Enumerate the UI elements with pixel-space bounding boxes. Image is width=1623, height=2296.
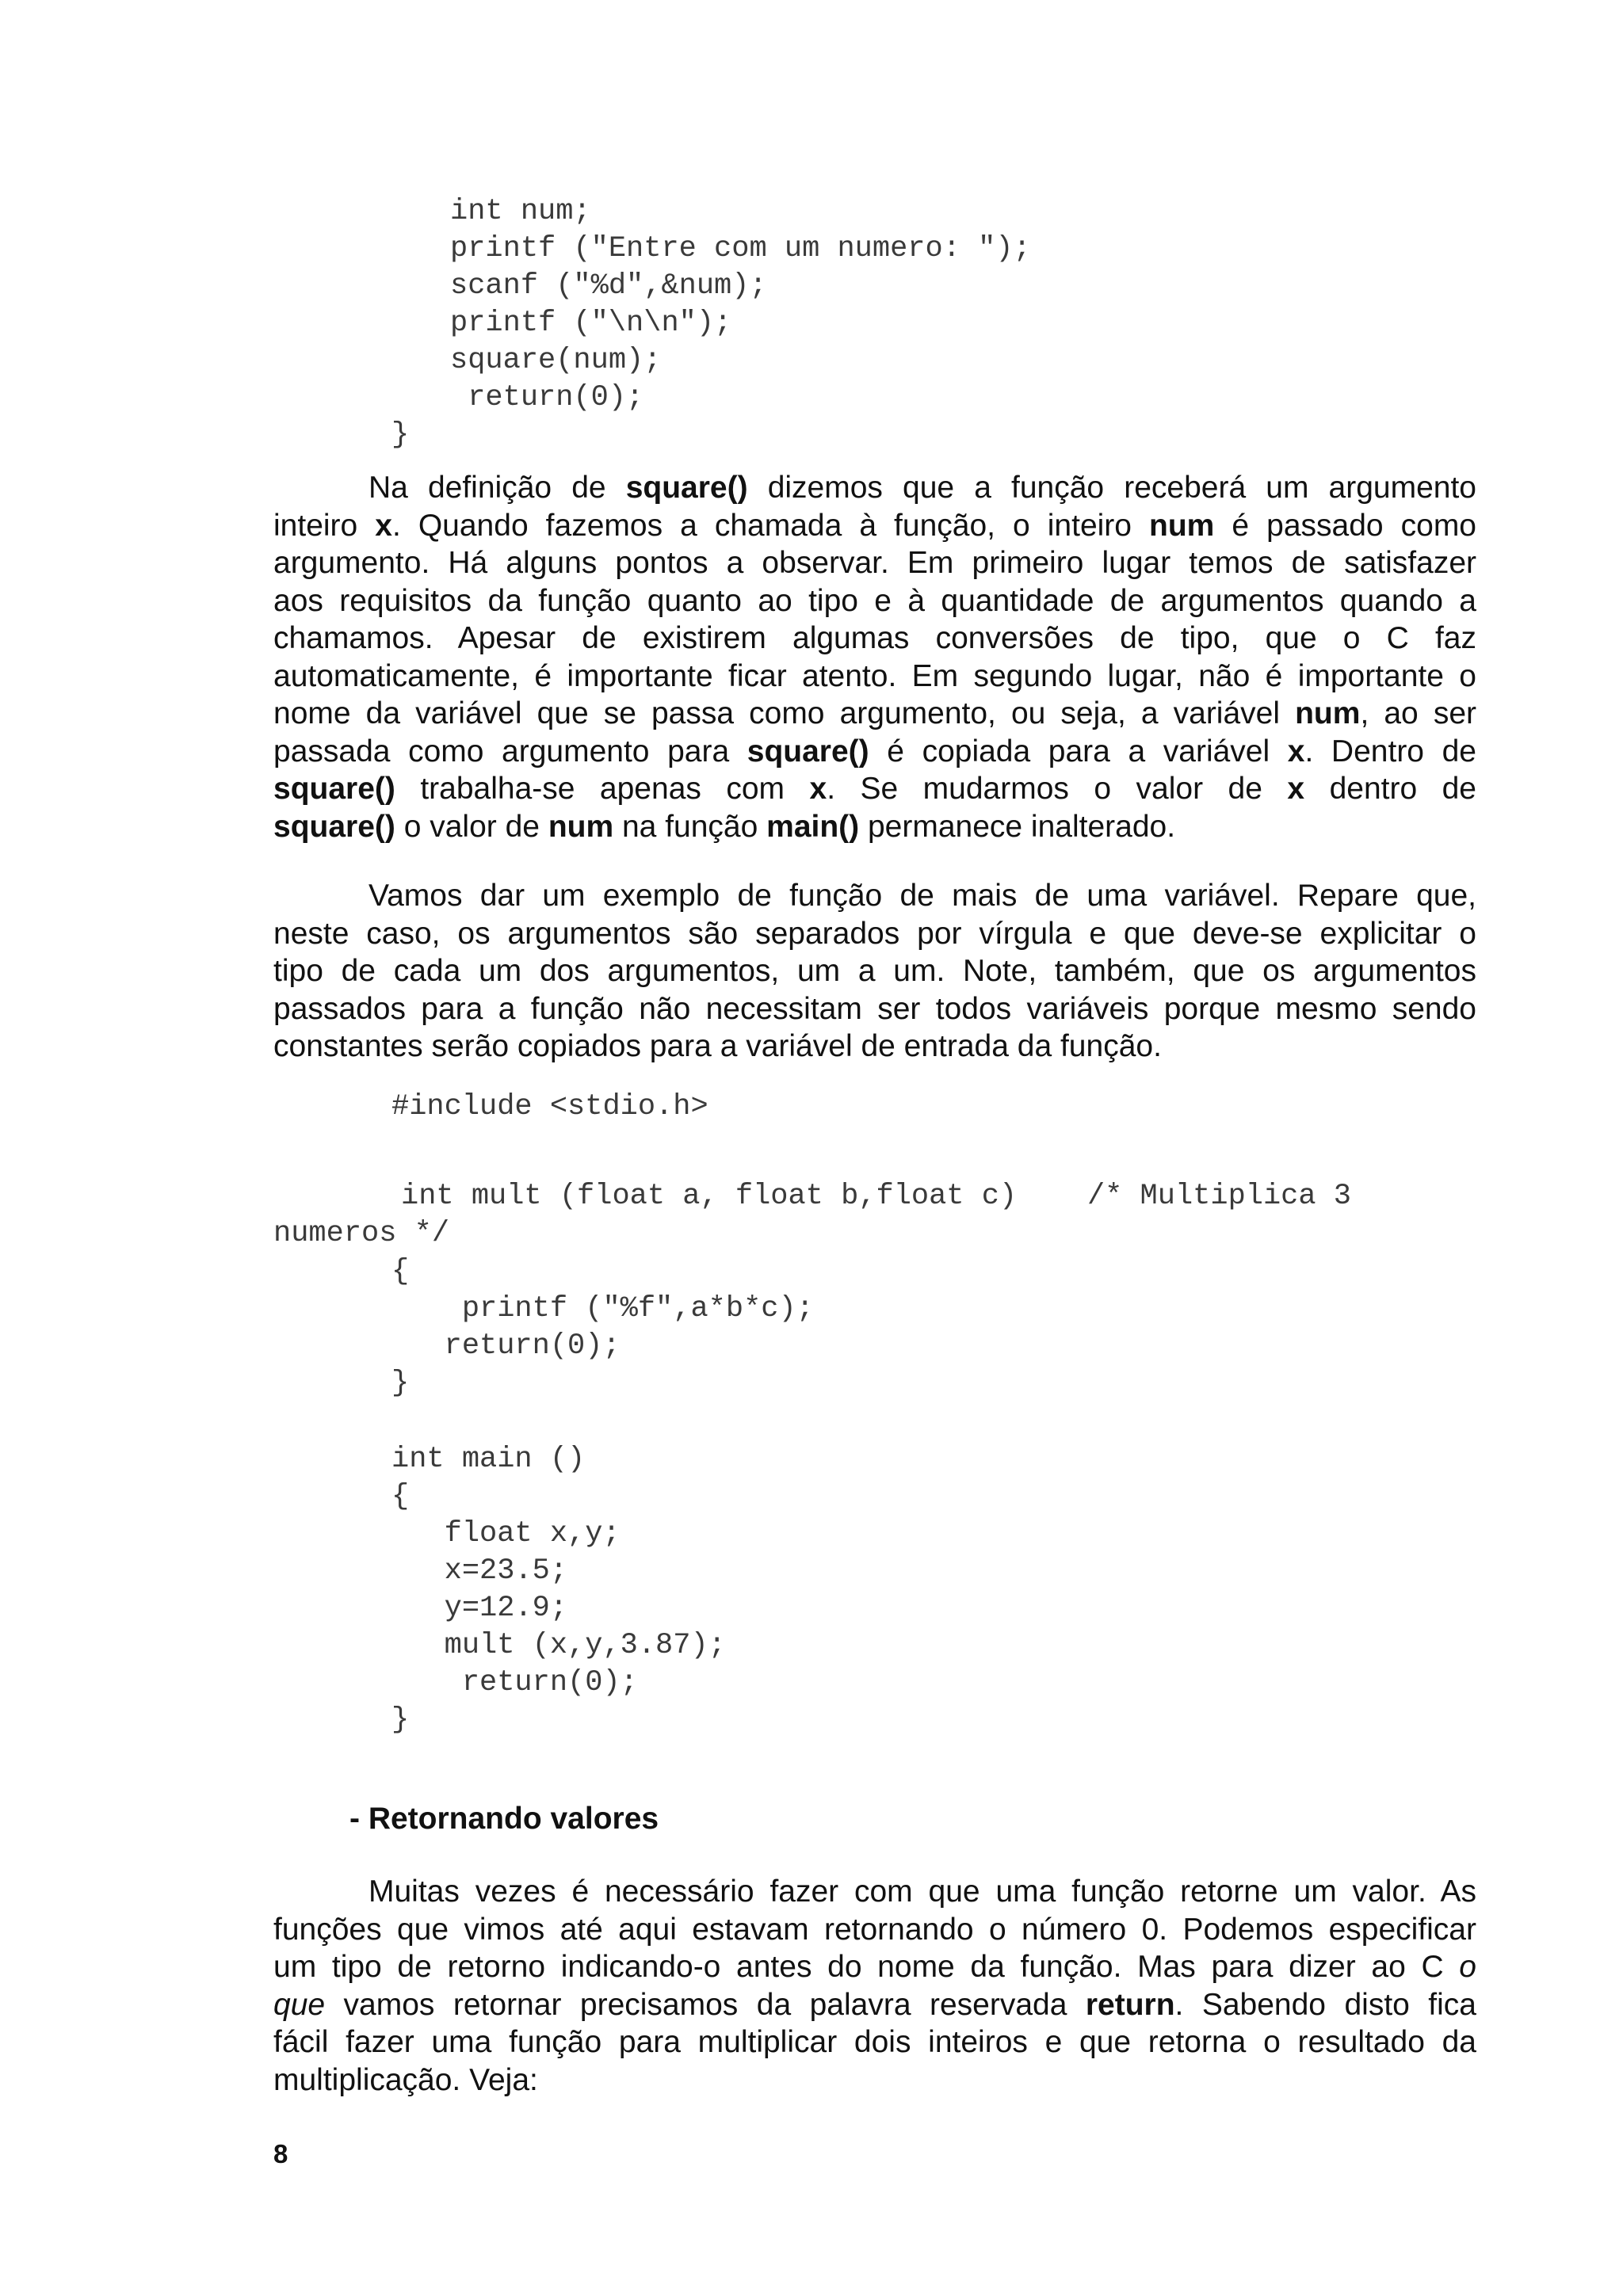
code-line: { bbox=[391, 1255, 410, 1288]
code-line: } bbox=[391, 1367, 410, 1400]
code-mult-signature: int mult (float a, float b,float c) /* Multiplica 3 bbox=[401, 1180, 1351, 1213]
section-heading-retornando-valores: - Retornando valores bbox=[349, 1802, 659, 1836]
code-line: return(0); bbox=[450, 381, 644, 414]
code-line: float x,y; bbox=[391, 1517, 621, 1550]
code-line: int num; bbox=[450, 195, 591, 228]
page-number: 8 bbox=[273, 2139, 288, 2168]
code-line: return(0); bbox=[391, 1666, 638, 1699]
code-line: printf ("Entre com um numero: "); bbox=[450, 232, 1031, 265]
code-mult-body bbox=[391, 1253, 814, 1402]
paragraph-square-definition: Na definição de square() dizemos que a função receberá um argumento inteiro x. Quando fazemos a chamada à função, o inteiro num é passado como argumento. Há alguns pontos a observar. Em primeiro lugar temos de satisfazer aos requisitos da função quanto ao tipo e à quantidade de argumentos quando a chamamos. Apesar de existirem algumas conversões de tipo, que o C faz automaticamente, é importante ficar atento. Em segundo lugar, não é importante o nome da variável que se passa como argumento, ou seja, a variável num, ao ser passada como argumento para square() é copiada para a variável x. Dentro de square() trabalha-se apenas com x. Se mudarmos o valor de x dentro de square() o valor de num na função main() permanece inalterado. bbox=[273, 471, 1477, 844]
code-closing-brace: } bbox=[391, 418, 410, 452]
code-line: scanf ("%d",&num); bbox=[450, 269, 767, 303]
code-line: x=23.5; bbox=[391, 1554, 568, 1588]
code-line: square(num); bbox=[450, 344, 662, 377]
code-line: } bbox=[391, 1703, 410, 1737]
code-main-function bbox=[391, 1441, 726, 1739]
paragraph-multi-variable: Vamos dar um exemplo de função de mais de uma variável. Repare que, neste caso, os argumentos são separados por vírgula e que deve-se explicitar o tipo de cada um dos argumentos, um a um. Note, também, que os argumentos passados para a função não necessitam ser todos variáveis porque mesmo sendo constantes serão copiados para a variável de entrada da função. bbox=[273, 879, 1476, 1063]
code-mult-comment-wrap: numeros */ bbox=[273, 1217, 450, 1250]
code-line: mult (x,y,3.87); bbox=[391, 1629, 726, 1662]
code-block-main-body bbox=[450, 193, 1031, 417]
code-line: printf ("%f",a*b*c); bbox=[391, 1292, 814, 1325]
code-line: printf ("\n\n"); bbox=[450, 307, 732, 340]
code-line: y=12.9; bbox=[391, 1592, 568, 1625]
code-include-line: #include <stdio.h> bbox=[391, 1090, 708, 1123]
paragraph-return-values: Muitas vezes é necessário fazer com que uma função retorne um valor. As funções que vimos até aqui estavam retornando o número 0. Podemos especificar um tipo de retorno indicando-o antes do nome da função. Mas para dizer ao C o que vamos retornar precisamos da palavra reservada return. Sabendo disto fica fácil fazer uma função para multiplicar dois inteiros e que retorna o resultado da multiplicação. Veja: bbox=[273, 1875, 1476, 2097]
code-line: return(0); bbox=[391, 1329, 621, 1363]
code-line: int main () bbox=[391, 1443, 586, 1476]
code-line: { bbox=[391, 1480, 410, 1513]
